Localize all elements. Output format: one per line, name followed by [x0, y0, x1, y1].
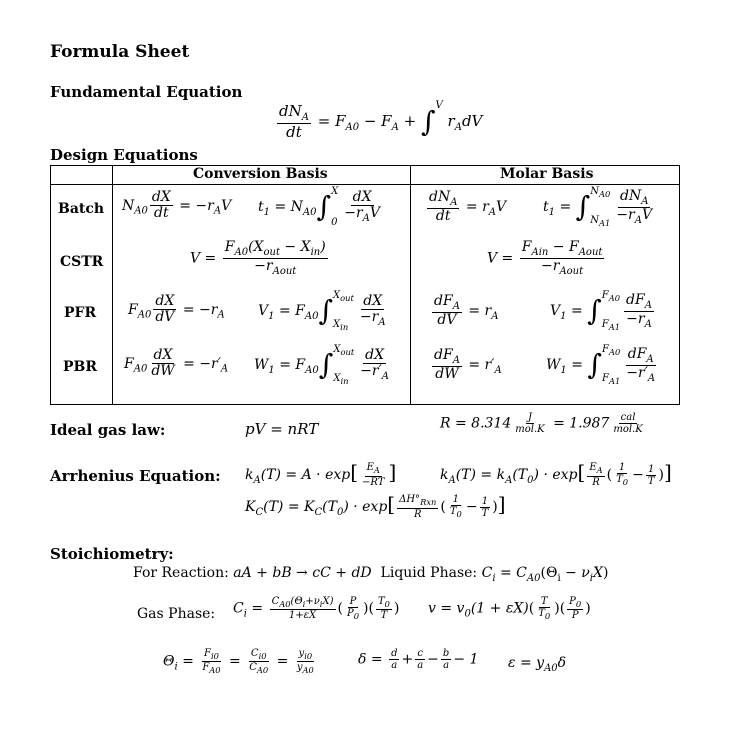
equilibrium-constant-equation: $K_C(T) = K_C(T_0) \cdot \exp$[ $\frac{\Delta H^\circ_{Rxn}}{R}$ ( $\frac{1}{T_0}$ − $\frac{1}{T}$ )] [245, 492, 506, 520]
gas-constant: R = 8.314 $\frac{J}{\text{mol.K}}$ = 1.987 $\frac{\text{cal}}{\text{mol.K}}$ [440, 412, 643, 435]
page-title: Formula Sheet [50, 42, 190, 62]
cstr-conversion-volume: V = $\frac{F_{A0}(X_{out} - X_{in})}{-r_{Aout}}$ [190, 239, 326, 277]
row-pbr: PBR [63, 359, 97, 375]
theta-definition: $\Theta_i$ = $\frac{F_{i0}}{F_{A0}}$ = $\frac{C_{i0}}{C_{A0}}$ = $\frac{y_{i0}}{y_{A0}}$ [163, 648, 314, 676]
ideal-gas-heading: Ideal gas law: [50, 421, 166, 439]
delta-definition: δ = $\frac{d}{a}$ + $\frac{c}{a}$ − $\frac{b}{a}$ − 1 [358, 648, 479, 671]
pbr-molar-weight: $W_1$ = ∫ $F_{A0}$ $F_{A1}$ $\frac{dF_A}{-r'_A}$ [546, 344, 656, 386]
gas-phase-volumetric-flow: $v = v_0(1 + \varepsilon X)$( $\frac{T}{T_0}$ )( $\frac{P_0}{P}$ ) [428, 596, 591, 622]
stoichiometry-heading: Stoichiometry: [50, 545, 174, 563]
gas-phase-concentration: $C_i$ = $\frac{C_{A0}(\Theta_i+\nu_iX)}{1+\varepsilon X}$ ( $\frac{P}{P_0}$ )( $\frac{T_0}{T}$ ) [233, 596, 400, 622]
col-conversion-basis: Conversion Basis [193, 166, 328, 182]
fundamental-equation: $\frac{dN_A}{dt}$ = $F_{A0} - F_A + \int^V$ $r_AdV$ [279, 100, 483, 142]
col-molar-basis: Molar Basis [500, 166, 594, 182]
pfr-conversion-volume: $V_1 = F_{A0}\int$ $X_{out}$ $X_{in}$ $\frac{dX}{-r_A}$ [258, 290, 386, 332]
pbr-molar-rate: $\frac{dF_A}{dW}$ = $r'_A$ [434, 347, 502, 382]
batch-molar-time: $t_1$ = ∫ $N_{A0}$ $N_{A1}$ $\frac{dN_A}{-r_AV}$ [543, 186, 653, 228]
batch-molar-rate: $\frac{dN_A}{dt}$ = $r_AV$ [429, 189, 507, 224]
row-batch: Batch [58, 201, 105, 217]
arrhenius-heading: Arrhenius Equation: [50, 467, 221, 485]
arrhenius-equation-2: $k_A(T) = k_A(T_0) \cdot \exp$[ $\frac{E_A}{R}$ ( $\frac{1}{T_0}$ − $\frac{1}{T}$ )] [440, 460, 672, 488]
fundamental-heading: Fundamental Equation [50, 83, 243, 101]
pbr-conversion-rate: $F_{A0}$ $\frac{dX}{dW}$ = $-r'_A$ [124, 347, 229, 380]
batch-conversion-time: $t_1 = N_{A0}\int$ X 0 $\frac{dX}{-r_AV}$ [258, 186, 381, 228]
design-heading: Design Equations [50, 146, 198, 164]
row-cstr: CSTR [60, 254, 104, 270]
epsilon-definition: $\varepsilon = y_{A0}\delta$ [508, 655, 567, 674]
arrhenius-equation-1: $k_A(T) = A \cdot \exp$[ $\frac{E_A}{-RT}$ ] [245, 460, 397, 488]
row-pfr: PFR [64, 305, 97, 321]
batch-conversion-rate: $N_{A0}$ $\frac{dX}{dt}$ = $-r_AV$ [122, 189, 232, 222]
pfr-molar-volume: $V_1$ = ∫ $F_{A0}$ $F_{A1}$ $\frac{dF_A}{-r_A}$ [550, 290, 652, 332]
pfr-conversion-rate: $F_{A0}$ $\frac{dX}{dV}$ = $-r_A$ [128, 293, 225, 326]
pfr-molar-rate: $\frac{dF_A}{dV}$ = $r_A$ [434, 293, 499, 328]
pbr-conversion-weight: $W_1 = F_{A0}\int$ $X_{out}$ $X_{in}$ $\frac{dX}{-r'_A}$ [254, 344, 390, 386]
gas-phase-label: Gas Phase: [137, 606, 216, 622]
cstr-molar-volume: V = $\frac{F_{Ain} - F_{Aout}}{-r_{Aout}}$ [487, 239, 603, 277]
ideal-gas-equation: pV = nRT [245, 420, 319, 438]
reaction-equation: For Reaction: aA + bB → cC + dD Liquid Phase: $C_i = C_{A0}(\Theta_i - \nu_iX)$ [133, 565, 609, 584]
